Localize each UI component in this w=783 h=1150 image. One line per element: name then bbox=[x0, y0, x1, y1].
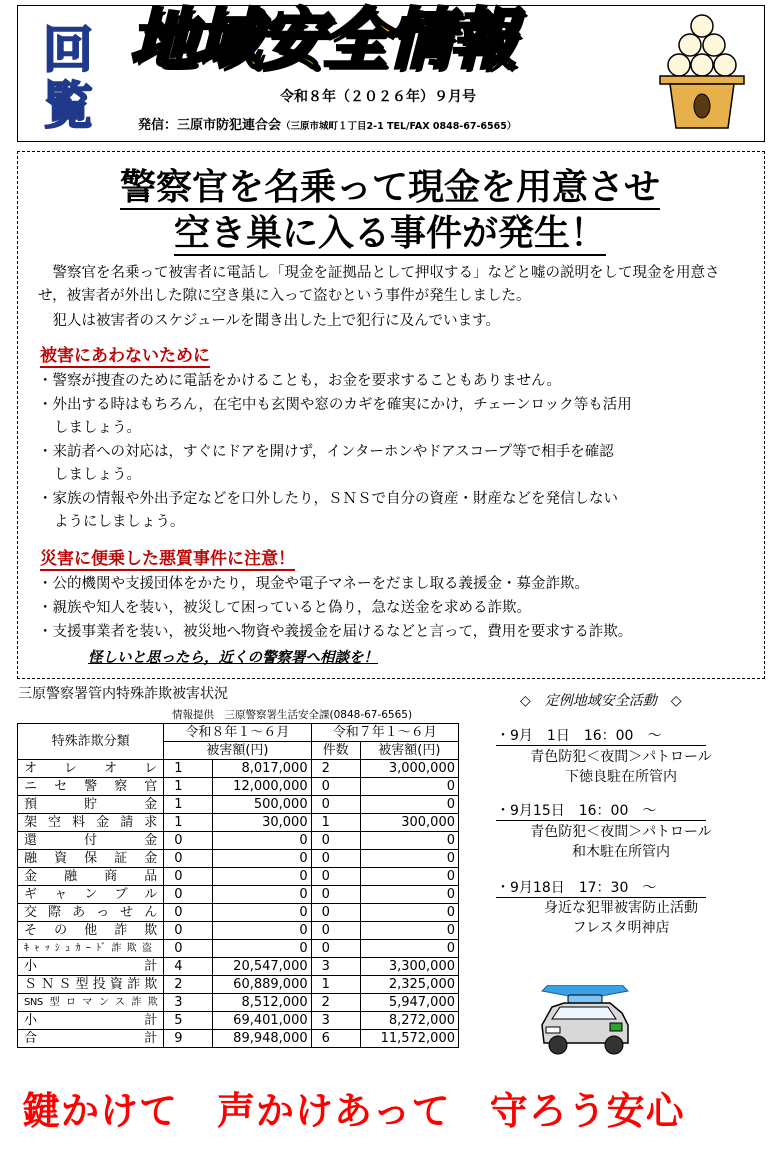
count-previous: 0 bbox=[311, 850, 360, 868]
sender-address: （三原市城町１丁目2-1 TEL/FAX 0848-67-6565） bbox=[281, 121, 517, 132]
page-title: 地域安全情報 bbox=[130, 1, 514, 78]
count-current: 1 bbox=[164, 760, 213, 778]
table-row bbox=[18, 1030, 459, 1048]
sender-name: 発信：三原市防犯連合会 bbox=[138, 118, 282, 133]
count-previous: 0 bbox=[311, 922, 360, 940]
amount-current: 8,017,000 bbox=[213, 760, 311, 778]
row-label: オレオレ bbox=[18, 760, 164, 778]
patrol-car-icon bbox=[530, 985, 640, 1060]
advice-text: 怪しいと思ったら，近くの警察署へ相談を！ bbox=[88, 650, 378, 666]
activity-line: 青色防犯＜夜間＞パトロール bbox=[530, 749, 712, 765]
amount-current: 0 bbox=[213, 868, 311, 886]
count-previous: 0 bbox=[311, 940, 360, 958]
amount-previous: 8,272,000 bbox=[360, 1012, 458, 1030]
activities-title: ◇ 定例地域安全活動 ◇ bbox=[520, 693, 682, 709]
count-current: 2 bbox=[164, 976, 213, 994]
prevention-bullet: ・来訪者への対応は，すぐにドアを開けず，インターホンやドアスコープ等で相手を確認 しましょう。 bbox=[38, 444, 614, 483]
count-previous: 0 bbox=[311, 778, 360, 796]
header-count-previous: 件数 bbox=[311, 742, 360, 760]
count-current: 1 bbox=[164, 778, 213, 796]
prevention-bullet: ・外出する時はもちろん，在宅中も玄関や窓のカギを確実にかけ，チェーンロック等も活用 しましょう。 bbox=[38, 397, 632, 436]
amount-previous: 0 bbox=[360, 832, 458, 850]
amount-current: 60,889,000 bbox=[213, 976, 311, 994]
row-label: 預貯金 bbox=[18, 796, 164, 814]
table-row bbox=[18, 1012, 459, 1030]
amount-current: 500,000 bbox=[213, 796, 311, 814]
count-current: 3 bbox=[164, 994, 213, 1012]
count-current: 4 bbox=[164, 958, 213, 976]
count-current: 0 bbox=[164, 832, 213, 850]
activity-location: 和木駐在所管内 bbox=[572, 844, 670, 860]
count-previous: 3 bbox=[311, 1012, 360, 1030]
count-current: 0 bbox=[164, 886, 213, 904]
table-row bbox=[18, 850, 459, 868]
row-label: 架空料金請求 bbox=[18, 814, 164, 832]
table-row bbox=[18, 760, 459, 778]
amount-current: 0 bbox=[213, 940, 311, 958]
row-label: その他詐欺 bbox=[18, 922, 164, 940]
row-label: 還付金 bbox=[18, 832, 164, 850]
table-row bbox=[18, 922, 459, 940]
count-current: 9 bbox=[164, 1030, 213, 1048]
count-current: 0 bbox=[164, 904, 213, 922]
activity-date: ・9月15日 16：00 ～ bbox=[496, 800, 706, 821]
row-label: SNS型ロマンス詐欺 bbox=[18, 994, 164, 1012]
table-row bbox=[18, 814, 459, 832]
activity-line: 青色防犯＜夜間＞パトロール bbox=[530, 824, 712, 840]
table-row bbox=[18, 904, 459, 922]
issue-date: 令和８年（２０２６年）９月号 bbox=[280, 89, 476, 105]
amount-current: 0 bbox=[213, 850, 311, 868]
header-amount-current: 被害額(円) bbox=[164, 742, 311, 760]
count-current: 1 bbox=[164, 796, 213, 814]
count-previous: 2 bbox=[311, 994, 360, 1012]
amount-current: 12,000,000 bbox=[213, 778, 311, 796]
amount-previous: 3,300,000 bbox=[360, 958, 458, 976]
count-previous: 3 bbox=[311, 958, 360, 976]
amount-previous: 0 bbox=[360, 886, 458, 904]
count-previous: 1 bbox=[311, 976, 360, 994]
table-row bbox=[18, 958, 459, 976]
amount-current: 89,948,000 bbox=[213, 1030, 311, 1048]
table-row bbox=[18, 940, 459, 958]
row-label: 小計 bbox=[18, 1012, 164, 1030]
row-label: 小計 bbox=[18, 958, 164, 976]
headline-line-1: 警察官を名乗って現金を用意させ bbox=[119, 167, 660, 208]
table-row bbox=[18, 868, 459, 886]
row-label: 合計 bbox=[18, 1030, 164, 1048]
amount-current: 0 bbox=[213, 886, 311, 904]
amount-current: 0 bbox=[213, 922, 311, 940]
count-current: 0 bbox=[164, 922, 213, 940]
article-paragraph-2: 犯人は被害者のスケジュールを聞き出した上で犯行に及んでいます。 bbox=[38, 313, 500, 329]
row-label: 金融商品 bbox=[18, 868, 164, 886]
count-previous: 0 bbox=[311, 904, 360, 922]
count-current: 0 bbox=[164, 850, 213, 868]
header-category: 特殊詐欺分類 bbox=[18, 724, 164, 760]
row-label: ニセ警察官 bbox=[18, 778, 164, 796]
amount-previous: 0 bbox=[360, 940, 458, 958]
amount-current: 8,512,000 bbox=[213, 994, 311, 1012]
amount-current: 30,000 bbox=[213, 814, 311, 832]
count-current: 0 bbox=[164, 940, 213, 958]
table-header-row bbox=[18, 724, 459, 742]
amount-previous: 3,000,000 bbox=[360, 760, 458, 778]
count-previous: 2 bbox=[311, 760, 360, 778]
amount-current: 69,401,000 bbox=[213, 1012, 311, 1030]
row-label: ＳＮＳ型投資詐欺 bbox=[18, 976, 164, 994]
amount-previous: 0 bbox=[360, 796, 458, 814]
count-current: 1 bbox=[164, 814, 213, 832]
table-row bbox=[18, 886, 459, 904]
disaster-bullet: ・公的機関や支援団体をかたり，現金や電子マネーをだまし取る義援金・募金詐欺。 bbox=[38, 576, 589, 592]
row-label: ギャンブル bbox=[18, 886, 164, 904]
activity-line: 身近な犯罪被害防止活動 bbox=[544, 900, 698, 916]
count-current: 0 bbox=[164, 868, 213, 886]
amount-previous: 2,325,000 bbox=[360, 976, 458, 994]
article-paragraph-1: 警察官を名乗って被害者に電話し「現金を証拠品として押収する」などと嘘の説明をして現金を用意させ，被害者が外出した隙に空き巣に入って盗むという事件が発生しました。 bbox=[38, 265, 720, 304]
amount-previous: 0 bbox=[360, 868, 458, 886]
disaster-bullet: ・親族や知人を装い，被災して困っていると偽り，急な送金を求める詐欺。 bbox=[38, 600, 531, 616]
count-previous: 0 bbox=[311, 832, 360, 850]
amount-previous: 0 bbox=[360, 778, 458, 796]
sender bbox=[138, 114, 708, 134]
slogan: 鍵かけて 声かけあって 守ろう安心 bbox=[22, 1089, 685, 1133]
kairan-top: 回 bbox=[43, 21, 93, 79]
row-label: 交際あっせん bbox=[18, 904, 164, 922]
amount-previous: 5,947,000 bbox=[360, 994, 458, 1012]
count-previous: 6 bbox=[311, 1030, 360, 1048]
tsukimi-dango-icon bbox=[652, 12, 752, 132]
kairan-stamp bbox=[22, 21, 93, 136]
prevention-bullet: ・家族の情報や外出予定などを口外したり，ＳＮＳで自分の資産・財産などを発信しない ようにしましょう。 bbox=[38, 491, 618, 530]
amount-previous: 0 bbox=[360, 904, 458, 922]
count-previous: 1 bbox=[311, 814, 360, 832]
amount-previous: 0 bbox=[360, 850, 458, 868]
section-heading-disaster: 災害に便乗した悪質事件に注意！ bbox=[40, 549, 295, 569]
amount-previous: 300,000 bbox=[360, 814, 458, 832]
activity-location: フレスタ明神店 bbox=[572, 920, 670, 936]
fraud-table bbox=[17, 723, 459, 1048]
disaster-bullet: ・支援事業者を装い，被災地へ物資や義援金を届けるなどと言って，費用を要求する詐欺。 bbox=[38, 624, 633, 640]
amount-current: 0 bbox=[213, 832, 311, 850]
table-row bbox=[18, 832, 459, 850]
count-current: 5 bbox=[164, 1012, 213, 1030]
row-label: ｷｬｯｼｭｶｰﾄﾞ詐欺盗 bbox=[18, 940, 164, 958]
header-period-previous: 令和７年１～６月 bbox=[311, 724, 458, 742]
table-title: 三原警察署管内特殊詐欺被害状況 bbox=[18, 686, 228, 702]
header-amount-previous: 被害額(円) bbox=[360, 742, 458, 760]
headline-line-2: 空き巣に入る事件が発生！ bbox=[173, 213, 606, 254]
amount-current: 20,547,000 bbox=[213, 958, 311, 976]
table-row bbox=[18, 778, 459, 796]
kairan-bottom: 覧 bbox=[43, 77, 93, 135]
row-label: 融資保証金 bbox=[18, 850, 164, 868]
table-row bbox=[18, 994, 459, 1012]
count-previous: 0 bbox=[311, 868, 360, 886]
amount-current: 0 bbox=[213, 904, 311, 922]
header-period-current: 令和８年１～６月 bbox=[164, 724, 311, 742]
prevention-bullet: ・警察が捜査のために電話をかけることも，お金を要求することもありません。 bbox=[38, 373, 561, 389]
amount-previous: 0 bbox=[360, 922, 458, 940]
section-heading-prevention: 被害にあわないために bbox=[40, 346, 210, 366]
count-previous: 0 bbox=[311, 886, 360, 904]
table-row bbox=[18, 976, 459, 994]
activity-date: ・9月 1日 16：00 ～ bbox=[496, 725, 706, 746]
count-previous: 0 bbox=[311, 796, 360, 814]
activity-date: ・9月18日 17：30 ～ bbox=[496, 877, 706, 898]
amount-previous: 11,572,000 bbox=[360, 1030, 458, 1048]
table-source: 情報提供 三原警察署生活安全課(0848-67-6565) bbox=[172, 709, 413, 721]
activity-location: 下徳良駐在所管内 bbox=[565, 769, 677, 785]
table-row bbox=[18, 796, 459, 814]
